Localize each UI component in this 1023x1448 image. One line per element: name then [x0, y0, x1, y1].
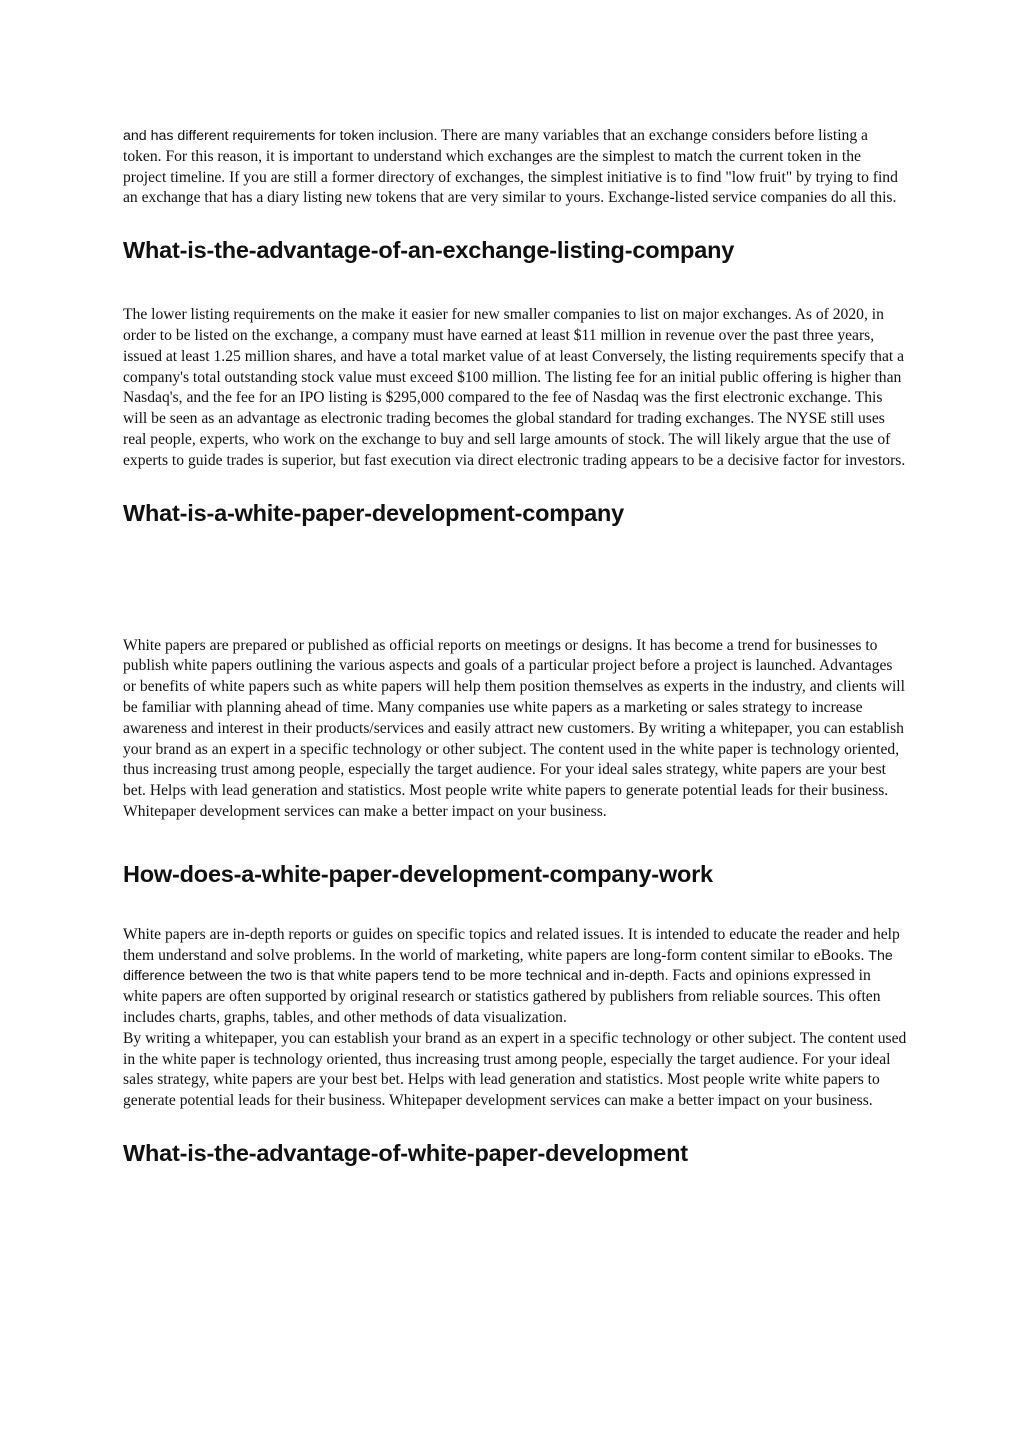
- white-paper-company-heading: What-is-a-white-paper-development-company: [123, 499, 625, 526]
- white-paper-company-paragraph: White papers are prepared or published as official reports on meetings or designs. It has become a trend for businesses to publish white papers outlining the various aspects and goals of a particular project before a project is launched. Advantages or benefits of white papers such as white papers will help them position themselves as experts in the industry, and clients will be familiar with planning ahead of time. Many companies use white papers as a marketing or sales strategy to increase awareness and interest in their products/services and easily attract new customers. By writing a whitepaper, you can establish your brand as an expert in a specific technology or other subject. The content used in the white paper is technology oriented, thus increasing trust among people, especially the target audience. For your ideal sales strategy, white papers are your best bet. Helps with lead generation and statistics. Most people write white papers to generate potential leads for their business. Whitepaper development services can make a better impact on your business.: [123, 636, 905, 820]
- whitepaper-brand-paragraph: By writing a whitepaper, you can establish your brand as an expert in a specific technology or other subject. The content used in the white paper is technology oriented, thus increasing trust among people, especially the target audience. For your ideal sales strategy, white papers are your best bet. Helps with lead generation and statistics. Most people write white papers to generate potential leads for their business. Whitepaper development services can make a better impact on your business.: [123, 1029, 907, 1110]
- document-page: [123, 126, 907, 1168]
- white-paper-work-text-before: White papers are in-depth reports or guides on specific topics and related issues. It is intended to educate the reader and help them understand and solve problems. In the world of marketing, white papers are long-form content similar to eBooks.: [123, 925, 900, 964]
- intro-paragraph: [123, 126, 907, 209]
- white-paper-advantage-heading: What-is-the-advantage-of-white-paper-development: [123, 1139, 688, 1166]
- white-paper-company-work-heading: How-does-a-white-paper-development-company-work: [123, 860, 713, 887]
- white-paper-work-highlight: The difference between the two is that white papers tend to be more technical and in-depth.: [123, 947, 893, 985]
- exchange-listing-advantage-heading: What-is-the-advantage-of-an-exchange-listing-company: [123, 237, 735, 264]
- intro-text: There are many variables that an exchange considers before listing a token. For this reason, it is important to understand which exchanges are the simplest to match the current token in the project timeline. If you are still a former directory of exchanges, the simplest initiative is to find "low fruit" by trying to find an exchange that has a diary listing new tokens that are very similar to yours. Exchange-listed service companies do all this.: [123, 127, 898, 207]
- intro-lead-text: and has different requirements for token inclusion.: [123, 128, 438, 144]
- white-paper-work-text-after: Facts and opinions expressed in white papers are often supported by original research or statistics gathered by publishers from reliable sources. This often includes charts, graphs, tables, and other methods of data visualization.: [123, 967, 881, 1026]
- exchange-listing-paragraph: The lower listing requirements on the make it easier for new smaller companies to list on major exchanges. As of 2020, in order to be listed on the exchange, a company must have earned at least $11 million in revenue over the past three years, issued at least 1.25 million shares, and have a total market value of at least Conversely, the listing requirements specify that a company's total outstanding stock value must exceed $100 million. The listing fee for an initial public offering is higher than Nasdaq's, and the fee for an IPO listing is $295,000 compared to the fee of Nasdaq was the first electronic exchange. This will be seen as an advantage as electronic trading becomes the global standard for trading exchanges. The NYSE still uses real people, experts, who work on the exchange to buy and sell large amounts of stock. The will likely argue that the use of experts to guide trades is superior, but fast execution via direct electronic trading appears to be a decisive factor for investors.: [123, 306, 906, 469]
- white-paper-work-paragraph: [123, 925, 907, 1029]
